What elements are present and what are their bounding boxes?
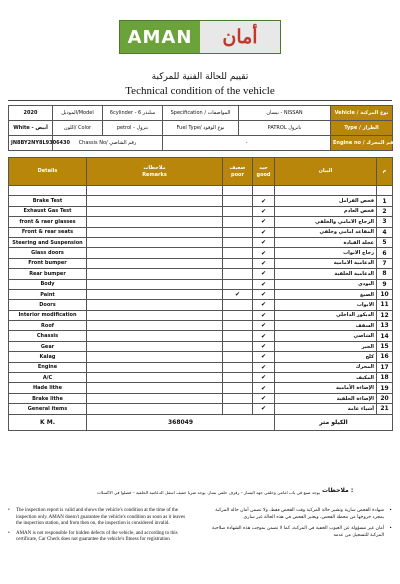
item-remarks	[87, 341, 223, 351]
item-remarks	[87, 279, 223, 289]
item-poor-checkmark-icon	[223, 258, 253, 268]
item-good-checkmark-icon: ✔	[253, 289, 275, 299]
item-name-en: General items	[9, 404, 87, 414]
item-poor-checkmark-icon	[223, 404, 253, 414]
item-remarks	[87, 331, 223, 341]
item-remarks	[87, 186, 223, 196]
item-poor-checkmark-icon	[223, 373, 253, 383]
footnote-en-2: • AMAN is not responsible for hidden defects of the vehicle, and according to this certificate, Car Check does not guarantee the vehicle's fitness for registration	[8, 531, 188, 544]
item-poor-checkmark-icon	[223, 196, 253, 206]
item-name-en: Glass doors	[9, 248, 87, 258]
checklist-row	[9, 279, 393, 289]
checklist-row	[9, 248, 393, 258]
item-remarks	[87, 393, 223, 403]
chassis-label: Chassis No/ رقم الشاصي	[53, 136, 163, 151]
item-name-ar: الديكور الداخلي	[275, 310, 377, 320]
checklist-row	[9, 196, 393, 206]
item-name-en: Exhaust Gas Test	[9, 206, 87, 216]
notes-title: ملاحظات :	[322, 487, 354, 494]
checklist-row	[9, 237, 393, 247]
item-remarks	[87, 227, 223, 237]
header-number: م	[377, 158, 393, 186]
item-good-checkmark-icon: ✔	[253, 258, 275, 268]
km-value: 368049	[87, 414, 275, 430]
item-remarks	[87, 310, 223, 320]
item-name-en: Chassis	[9, 331, 87, 341]
item-good-checkmark-icon: ✔	[253, 237, 275, 247]
item-good-checkmark-icon: ✔	[253, 279, 275, 289]
item-name-en: Brake lithe	[9, 393, 87, 403]
item-good-checkmark-icon	[253, 186, 275, 196]
checklist-row	[9, 393, 393, 403]
notes-text: يوجد صبغ في باب امامي وخلفي جهه اليسار – رفرف خلفي يسار. يوجد ضربا خفيف اسفل الدعامية الخلفية – فصلوا في الاكسلات	[96, 490, 320, 495]
chassis-value: JN8BY2NY8L9306430	[9, 136, 53, 151]
model-value: 2020	[9, 106, 53, 121]
item-good-checkmark-icon: ✔	[253, 404, 275, 414]
item-poor-checkmark-icon	[223, 279, 253, 289]
item-poor-checkmark-icon	[223, 393, 253, 403]
item-good-checkmark-icon: ✔	[253, 352, 275, 362]
item-good-checkmark-icon: ✔	[253, 331, 275, 341]
item-name-ar: الابواب	[275, 300, 377, 310]
header-good-en: good	[256, 171, 271, 178]
item-remarks	[87, 269, 223, 279]
item-good-checkmark-icon: ✔	[253, 383, 275, 393]
checklist-row	[9, 269, 393, 279]
item-good-checkmark-icon: ✔	[253, 300, 275, 310]
item-name-en: Engine	[9, 362, 87, 372]
item-poor-checkmark-icon	[223, 248, 253, 258]
item-good-checkmark-icon: ✔	[253, 217, 275, 227]
item-good-checkmark-icon: ✔	[253, 373, 275, 383]
checklist-row	[9, 362, 393, 372]
item-poor-checkmark-icon	[223, 300, 253, 310]
title-arabic: تقييم للحالة الفنية للمركبة	[151, 72, 249, 82]
engine-label: Engine no / رقم المحرك	[331, 136, 393, 151]
item-name-ar: كلج	[275, 352, 377, 362]
item-number: 17	[377, 362, 393, 372]
checklist-row	[9, 227, 393, 237]
item-remarks	[87, 404, 223, 414]
item-number: 9	[377, 279, 393, 289]
item-name-en: Brake Test	[9, 196, 87, 206]
checklist-row	[9, 300, 393, 310]
item-number: 13	[377, 321, 393, 331]
specification-label: Specification / المواصفات	[163, 106, 239, 121]
header-item-ar: البيان	[275, 158, 377, 186]
fuel-type-value: petrol - بترول	[103, 121, 163, 136]
logo-latin: AMAN	[120, 21, 200, 53]
checklist-row	[9, 383, 393, 393]
km-label-en: K M.	[9, 414, 87, 430]
model-label: المودیل/Model	[53, 106, 103, 121]
item-number: 21	[377, 404, 393, 414]
item-number: 6	[377, 248, 393, 258]
footnote-ar-2: • أمان غير مسؤولة عن العيوب الخفية في المركبة، كما لا تضمن بموجب هذه الشهادة صلاحية المركبة للتسجيل من عدمه	[210, 526, 392, 539]
km-row	[9, 414, 393, 430]
color-label: اللون/ Color	[53, 121, 103, 136]
item-number: 11	[377, 300, 393, 310]
header-details: Details	[9, 158, 87, 186]
item-remarks	[87, 206, 223, 216]
item-remarks	[87, 289, 223, 299]
header-good-ar: جيد	[259, 164, 268, 171]
item-remarks	[87, 258, 223, 268]
checklist-row	[9, 217, 393, 227]
engine-value: -	[163, 136, 331, 151]
item-name-ar: الدعامية الامامية	[275, 258, 377, 268]
item-remarks	[87, 362, 223, 372]
aman-logo	[119, 20, 281, 54]
item-name-ar: عجلة القيادة	[275, 237, 377, 247]
item-poor-checkmark-icon	[223, 237, 253, 247]
item-remarks	[87, 237, 223, 247]
item-name-en: Doors	[9, 300, 87, 310]
type-value: PATROL باترول	[239, 121, 331, 136]
footnote-ar-1: • شهادة الفحص سارية وتشير حالة المركبة وقت الفحص فقط، ولا تضمن أمان حالة المركبة بمجرد خروجها من محطة الفحص، ويعتبر الفحص في هذه الحالة غير ساري.	[210, 508, 392, 521]
item-poor-checkmark-icon	[223, 341, 253, 351]
color-value: White - أبيض	[9, 121, 53, 136]
checklist-row	[9, 404, 393, 414]
checklist-header	[9, 158, 393, 186]
item-number: 20	[377, 393, 393, 403]
logo-arabic: أمان	[200, 21, 280, 53]
item-number	[377, 186, 393, 196]
item-name-ar: الجير	[275, 341, 377, 351]
checklist-row	[9, 341, 393, 351]
footnote-en-1: • The inspection report is valid and shows the vehicle's condition at the time of the inspection only. AMAN doesn't guarantee the vehicle's condition as soon as it leaves the inspection station, and from then on, the inspection is considered invalid.	[8, 508, 188, 528]
checklist-row	[9, 321, 393, 331]
item-name-ar: الزجاج الامامي والخلفي	[275, 217, 377, 227]
item-name-en: Front & rear seats	[9, 227, 87, 237]
item-number: 1	[377, 196, 393, 206]
header-poor-ar: ضعيف	[229, 164, 246, 171]
title-divider	[8, 100, 392, 101]
item-name-en: Paint	[9, 289, 87, 299]
checklist-row	[9, 373, 393, 383]
item-name-ar: الصبغ	[275, 289, 377, 299]
item-number: 7	[377, 258, 393, 268]
item-number: 5	[377, 237, 393, 247]
fuel-type-label: Fuel Type/ نوع الوقود	[163, 121, 239, 136]
item-good-checkmark-icon: ✔	[253, 393, 275, 403]
item-name-ar	[275, 186, 377, 196]
item-name-en: Front bumper	[9, 258, 87, 268]
item-remarks	[87, 352, 223, 362]
item-remarks	[87, 383, 223, 393]
item-remarks	[87, 248, 223, 258]
item-name-ar: المقاعد امامي وخلفي	[275, 227, 377, 237]
item-number: 15	[377, 341, 393, 351]
item-good-checkmark-icon: ✔	[253, 227, 275, 237]
checklist-row	[9, 352, 393, 362]
item-good-checkmark-icon: ✔	[253, 310, 275, 320]
item-number: 19	[377, 383, 393, 393]
vehicle-info-table	[8, 105, 397, 151]
item-poor-checkmark-icon	[223, 310, 253, 320]
item-name-ar: الشاصي	[275, 331, 377, 341]
header-poor	[223, 158, 253, 186]
item-good-checkmark-icon: ✔	[253, 362, 275, 372]
header-poor-en: poor	[231, 171, 244, 178]
item-number: 8	[377, 269, 393, 279]
checklist-row	[9, 310, 393, 320]
item-name-en: Body	[9, 279, 87, 289]
item-poor-checkmark-icon	[223, 217, 253, 227]
item-good-checkmark-icon: ✔	[253, 269, 275, 279]
item-remarks	[87, 196, 223, 206]
inspection-checklist-table	[8, 157, 393, 431]
item-good-checkmark-icon: ✔	[253, 248, 275, 258]
item-name-ar: فحص العادم	[275, 206, 377, 216]
item-name-ar: فحص الفرامل	[275, 196, 377, 206]
item-number: 4	[377, 227, 393, 237]
vehicle-label: Vehicle / نوع المركبة	[331, 106, 393, 121]
item-name-ar: زجاج الابواب	[275, 248, 377, 258]
item-poor-checkmark-icon	[223, 186, 253, 196]
item-poor-checkmark-icon	[223, 331, 253, 341]
item-poor-checkmark-icon	[223, 383, 253, 393]
item-name-ar: الإضاءة الأمامية	[275, 383, 377, 393]
item-name-en: Kalag	[9, 352, 87, 362]
item-name-ar: الدعامية الخلفية	[275, 269, 377, 279]
item-number: 12	[377, 310, 393, 320]
item-name-en: front & raer glasses	[9, 217, 87, 227]
checklist-row	[9, 258, 393, 268]
item-poor-checkmark-icon	[223, 321, 253, 331]
item-remarks	[87, 373, 223, 383]
title-english: Technical condition of the vehicle	[125, 85, 275, 97]
item-name-ar: السقف	[275, 321, 377, 331]
item-number: 14	[377, 331, 393, 341]
item-poor-checkmark-icon	[223, 227, 253, 237]
item-number: 3	[377, 217, 393, 227]
item-poor-checkmark-icon	[223, 206, 253, 216]
item-good-checkmark-icon: ✔	[253, 196, 275, 206]
item-name-ar: أشياء عامة	[275, 404, 377, 414]
item-name-en: Interior modification	[9, 310, 87, 320]
item-remarks	[87, 300, 223, 310]
header-remarks	[87, 158, 223, 186]
item-name-ar: المحرك	[275, 362, 377, 372]
item-name-en: Roof	[9, 321, 87, 331]
item-name-en	[9, 186, 87, 196]
item-poor-checkmark-icon	[223, 362, 253, 372]
vehicle-value: نيسان - NISSAN	[239, 106, 331, 121]
item-name-ar: المكيف	[275, 373, 377, 383]
header-remarks-en: Remarks	[142, 171, 167, 178]
item-name-en: Rear bumper	[9, 269, 87, 279]
item-remarks	[87, 321, 223, 331]
item-number: 10	[377, 289, 393, 299]
header-remarks-ar: ملاحظات	[143, 164, 166, 171]
item-name-ar: الإضاءة الخلفية	[275, 393, 377, 403]
item-name-en: Hade lithe	[9, 383, 87, 393]
item-name-en: Gear	[9, 341, 87, 351]
item-good-checkmark-icon: ✔	[253, 341, 275, 351]
km-label-ar: الكيلو متر	[275, 414, 393, 430]
item-remarks	[87, 217, 223, 227]
checklist-row	[9, 331, 393, 341]
type-label: Type / الطراز	[331, 121, 393, 136]
footnotes-arabic	[210, 508, 392, 544]
item-name-en: A/C	[9, 373, 87, 383]
item-name-ar: البودي	[275, 279, 377, 289]
checklist-row	[9, 206, 393, 216]
item-name-en: Steering and Suspension	[9, 237, 87, 247]
specification-value: 6cylinder - 6 سلندر	[103, 106, 163, 121]
info-row-chassis	[9, 136, 393, 151]
info-row-color	[9, 121, 393, 136]
item-poor-checkmark-icon	[223, 352, 253, 362]
item-poor-checkmark-icon: ✔	[223, 289, 253, 299]
info-row-model	[9, 106, 393, 121]
checklist-row	[9, 186, 393, 196]
item-good-checkmark-icon: ✔	[253, 321, 275, 331]
item-number: 2	[377, 206, 393, 216]
header-good	[253, 158, 275, 186]
item-number: 18	[377, 373, 393, 383]
item-good-checkmark-icon: ✔	[253, 206, 275, 216]
footnotes-english	[8, 508, 188, 547]
item-poor-checkmark-icon	[223, 269, 253, 279]
item-number: 16	[377, 352, 393, 362]
checklist-row	[9, 289, 393, 299]
